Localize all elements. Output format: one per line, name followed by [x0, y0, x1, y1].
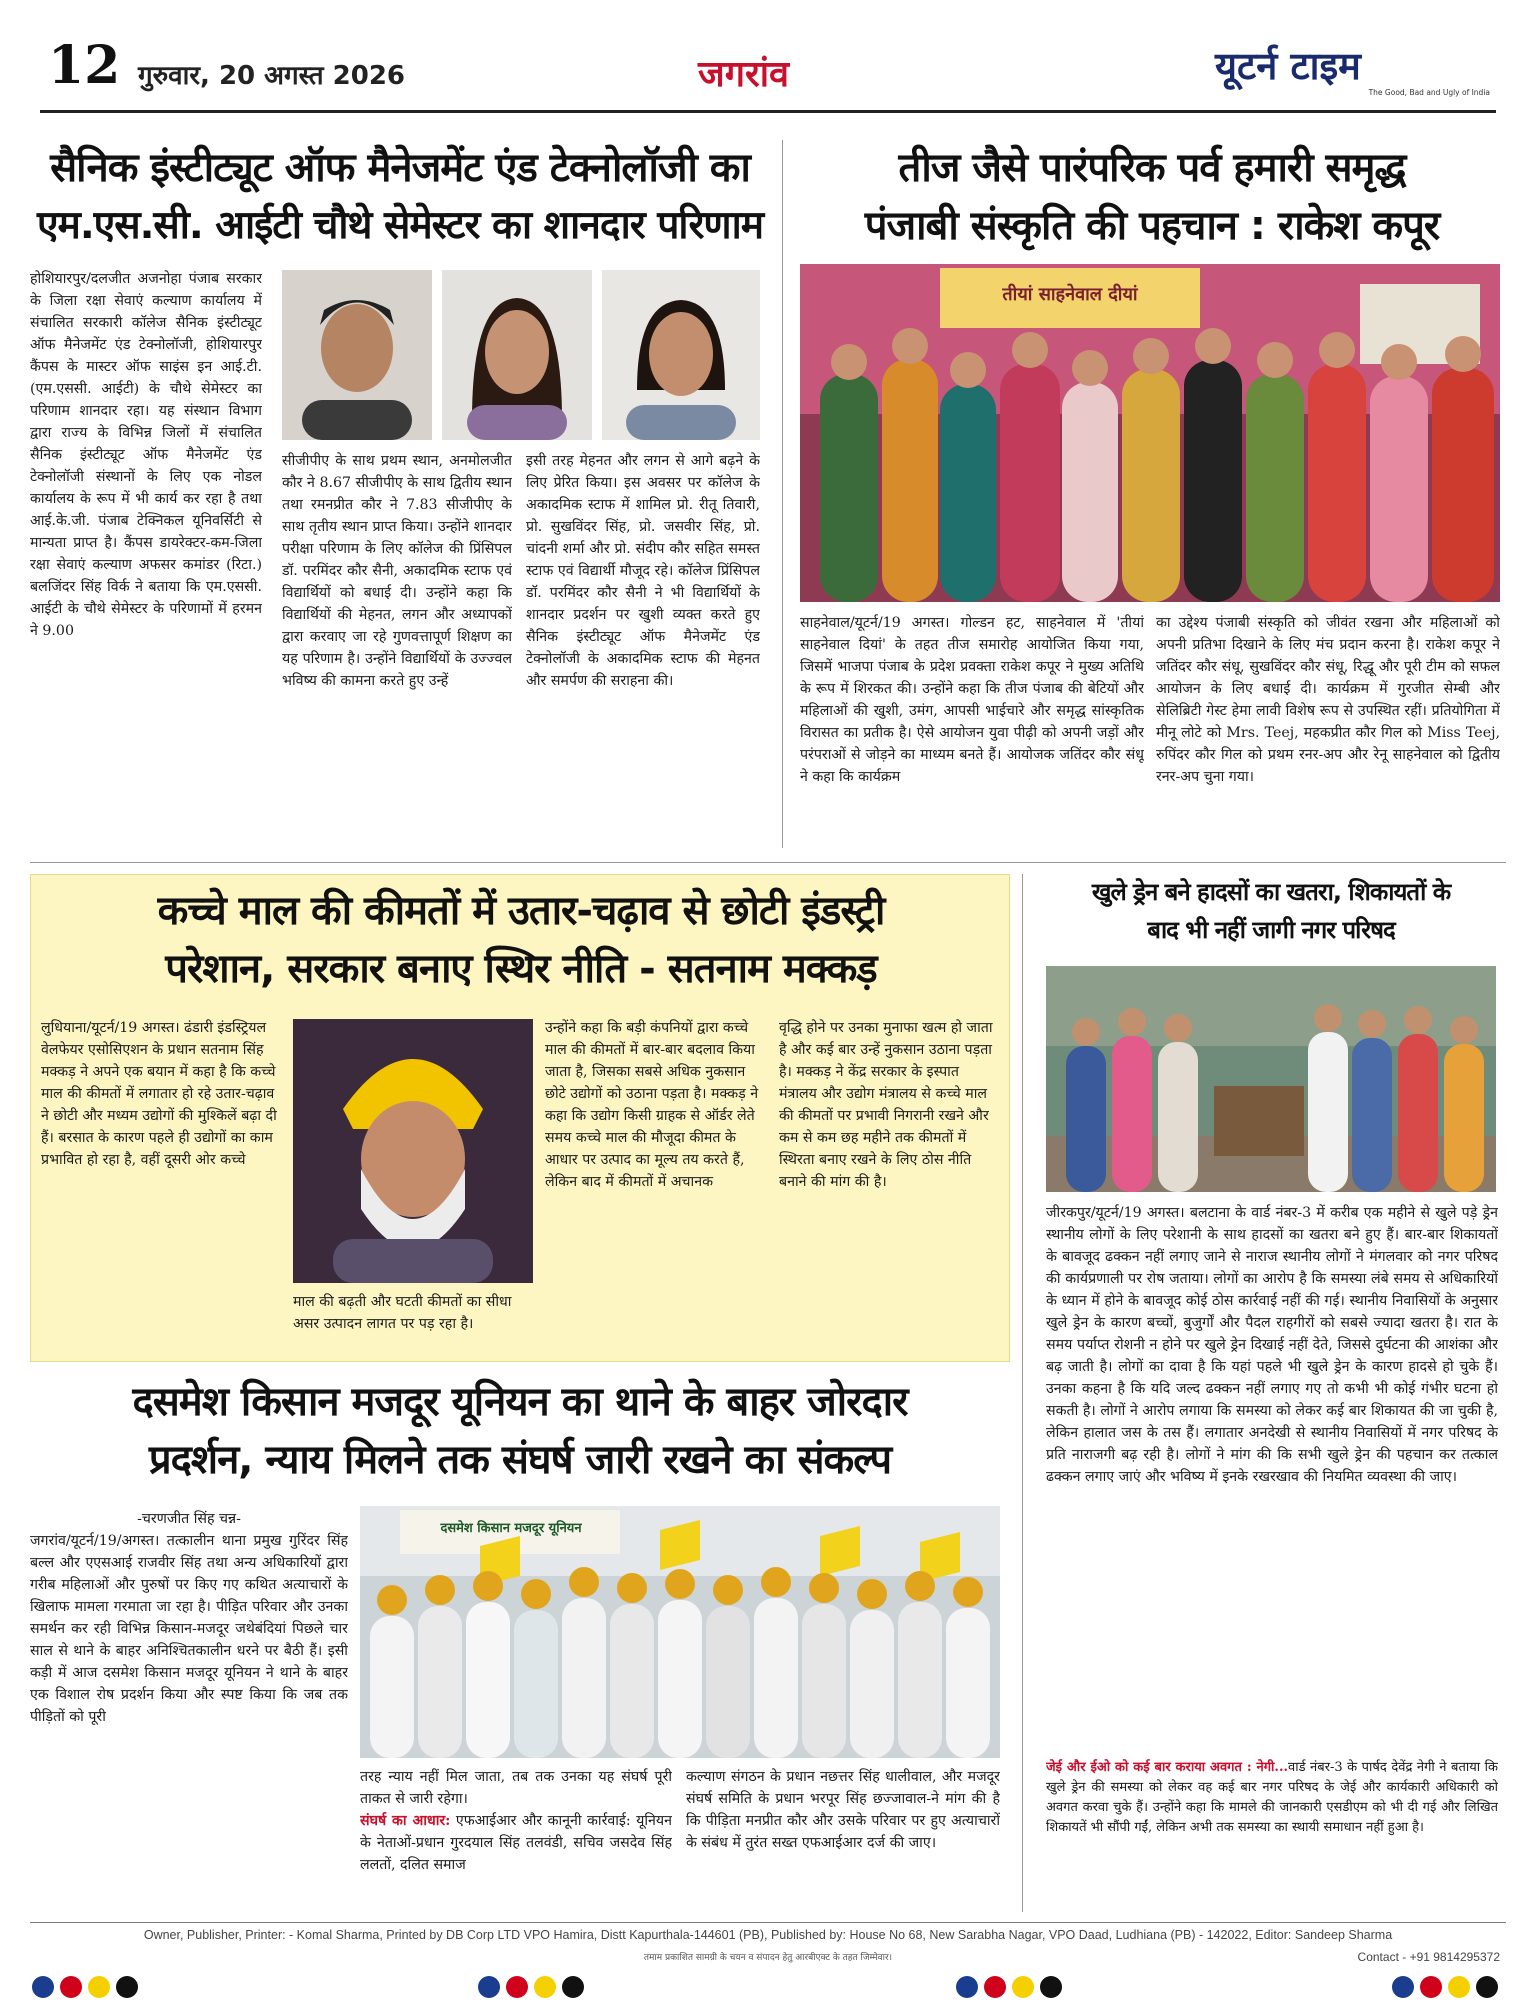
teej-event-photo	[800, 264, 1500, 602]
story3-headline-line1: कच्चे माल की कीमतों में उतार-चढ़ाव से छोटी इंडस्ट्री	[157, 888, 885, 934]
registration-dot	[956, 1976, 978, 1998]
registration-dot	[1040, 1976, 1062, 1998]
footer-disclaimer: तमाम प्रकाशित सामग्री के चयन व संपादन हेतु आरबीएक्ट के तहत जिम्मेवार।	[643, 1953, 893, 1963]
union-banner-text: दसमेश किसान मजदूर यूनियन	[440, 1521, 582, 1536]
registration-marks-left	[32, 1976, 138, 1998]
registration-dot	[506, 1976, 528, 1998]
story2-headline-line1: तीज जैसे पारंपरिक पर्व हमारी समृद्ध	[898, 145, 1406, 191]
masthead-rule	[40, 110, 1496, 113]
story3-column-4: वृद्धि होने पर उनका मुनाफा खत्म हो जाता है और कई बार उन्हें नुकसान उठाना पड़ता है। मक्कड़ ने केंद्र सरकार के इस्पात मंत्रालय और उद्योग मंत्रालय से कच्चे माल की कीमतों पर प्रभावी निगरानी रखने और कम से कम छह महीने तक कीमतों में स्थिरता बनाए रखने के लिए ठोस नीति बनाने की मांग की है।	[779, 1020, 993, 1190]
column-separator-bottom	[1022, 874, 1023, 1912]
story5-headline-line2: प्रदर्शन, न्याय मिलने तक संघर्ष जारी रखने का संकल्प	[148, 1437, 892, 1483]
story5-column-1: जगरांव/यूटर्न/19/अगस्त। तत्कालीन थाना प्रमुख गुरिंदर सिंह बल्ल और एएसआई राजवीर सिंह तथा अन्य अधिकारियों द्वारा गरीब महिलाओं और पुरुषों पर किए गए कथित अत्याचारों के खिलाफ मामला गरमाता जा रहा है। पीड़ित परिवार और उनका समर्थन कर रही विभिन्न किसान-मजदूर जथेबंदियां पिछले चार साल से थाने के बाहर अनिश्चितकालीन धरने पर बैठी हैं। इसी कड़ी में आज दसमेश किसान मजदूर यूनियन ने थाने के बाहर एक विशाल रोष प्रदर्शन किया और स्पष्ट किया कि जब तक पीड़ितों को पूरी	[30, 1533, 348, 1725]
story2-column-2: का उद्देश्य पंजाबी संस्कृति को जीवंत रखना और महिलाओं को अपनी प्रतिभा दिखाने के लिए मंच प्रदान करना है। राकेश कपूर ने जतिंदर कौर संधू, सुखविंदर कौर संधू, रिद्धू और पूरी टीम को सफल आयोजन के लिए बधाई दी। कार्यक्रम में गुरजीत सेम्बी और सेलिब्रिटी गेस्ट हेमा लावी विशेष रूप से उपस्थित रहीं। प्रतियोगिता में मीनू लोटे को Mrs. Teej, महकप्रीत कौर गिल को Miss Teej, रुपिंदर कौर गिल को प्रथम रनर-अप और रेनू साहनेवाल को द्वितीय रनर-अप चुना गया।	[1156, 615, 1500, 785]
story2-headline-line2: पंजाबी संस्कृति की पहचान : राकेश कपूर	[864, 203, 1440, 249]
story3-photo-caption: माल की बढ़ती और घटती कीमतों का सीधा असर उत्पादन लागत पर पड़ रहा है।	[293, 1294, 512, 1332]
story1-column-3: इसी तरह मेहनत और लगन से आगे बढ़ने के लिए प्रेरित किया। इस अवसर पर कॉलेज के अकादमिक स्टाफ में शामिल प्रो. रीतू तिवारी, प्रो. सुखविंदर सिंह, प्रो. जसवीर सिंह, प्रो. चांदनी शर्मा और प्रो. संदीप कौर सहित समस्त स्टाफ एवं विद्यार्थी मौजूद रहे। कॉलेज प्रिंसिपल डॉ. परमिंदर कौर सैनी ने भी विद्यार्थियों के शानदार प्रदर्शन पर खुशी व्यक्त करते हुए सैनिक इंस्टीट्यूट ऑफ मैनेजमेंट एंड टेक्नोलॉजी के अकादमिक स्टाफ की मेहनत और समर्पण की सराहना की।	[526, 453, 760, 689]
story3-column-1: लुधियाना/यूटर्न/19 अगस्त। ढंडारी इंडस्ट्रियल वेलफेयर एसोसिएशन के प्रधान सतनाम सिंह मक्कड़ ने अपने एक बयान में कहा है कि कच्चे माल की कीमतों में लगातार हो रहे उतार-चढ़ाव ने छोटी और मध्यम उद्योगों की मुश्किलें बढ़ा दी हैं। बरसात के कारण पहले ही उद्योगों का काम प्रभावित हो रहा है, वहीं दूसरी ओर कच्चे	[41, 1020, 277, 1168]
column-separator-top	[782, 140, 783, 848]
student-photo-1	[282, 270, 432, 440]
registration-dot	[562, 1976, 584, 1998]
story5-headline-line1: दसमेश किसान मजदूर यूनियन का थाने के बाहर जोरदार	[132, 1379, 908, 1425]
drain-protest-photo	[1046, 966, 1496, 1192]
story3-column-3: उन्होंने कहा कि बड़ी कंपनियों द्वारा कच्चे माल की कीमतों में बार-बार बदलाव किया जाता है, जिसका सबसे अधिक नुकसान छोटे उद्योगों को उठाना पड़ता है। मक्कड़ ने कहा कि उद्योग किसी ग्राहक से ऑर्डर लेते समय कच्चे माल की मौजूदा कीमत के आधार पर उत्पाद का मूल्य तय करते हैं, लेकिन बाद में कीमतों में अचानक	[545, 1020, 759, 1190]
story5-column-2	[360, 1766, 672, 1910]
story-dasmesh-union-protest	[30, 1374, 1010, 1914]
story4-headline-line2: बाद भी नहीं जागी नगर परिषद	[1147, 916, 1395, 944]
registration-dot	[32, 1976, 54, 1998]
registration-dot	[534, 1976, 556, 1998]
registration-dot	[1392, 1976, 1414, 1998]
story5-col2-part-a: तरह न्याय नहीं मिल जाता, तब तक उनका यह संघर्ष पूरी ताकत से जारी रहेगा।	[360, 1769, 672, 1807]
satnam-makkar-portrait	[293, 1019, 533, 1283]
registration-dot	[88, 1976, 110, 1998]
student-photo-3	[602, 270, 760, 440]
story-raw-material-prices	[30, 874, 1010, 1362]
registration-dot	[984, 1976, 1006, 1998]
story5-col2-lead: संघर्ष का आधार:	[360, 1813, 451, 1829]
registration-marks-right	[1392, 1976, 1498, 1998]
registration-dot	[1012, 1976, 1034, 1998]
story1-column-1: होशियारपुर/दलजीत अजनोहा पंजाब सरकार के जिला रक्षा सेवाएं कल्याण कार्यालय में संचालित सरकारी कॉलेज सैनिक इंस्टीट्यूट ऑफ मैनेजमेंट एंड टेक्नोलॉजी, होशियारपुर कैंपस के मास्टर ऑफ साइंस इन आई.टी. (एम.एससी. आईटी) के चौथे सेमेस्टर का परिणाम शानदार रहा। यह संस्थान विभाग द्वारा राज्य के विभिन्न जिलों में संचालित सैनिक इंस्टीट्यूट ऑफ मैनेजमेंट एंड टेक्नोलॉजी संस्थानों के लिए एक नोडल कार्यालय के रूप में भी कार्य कर रहा है तथा आई.के.जी. पंजाब टेक्निकल यूनिवर्सिटी से मान्यता प्राप्त है। कैंपस डायरेक्टर-कम-जिला रक्षा सेवाएं कल्याण अफसर कमांडर (रिटा.) बलजिंदर सिंह विर्क ने बताया कि एम.एससी. आईटी के चौथे सेमेस्टर के परिणामों में हरमन ने 9.00	[30, 271, 262, 639]
student-photo-2	[442, 270, 592, 440]
story3-headline-line2: परेशान, सरकार बनाए स्थिर नीति - सतनाम मक्कड़	[165, 946, 877, 992]
teej-banner-text: तीयां साहनेवाल दीयां	[1002, 284, 1138, 305]
registration-dot	[1420, 1976, 1442, 1998]
footer-imprint: Owner, Publisher, Printer: - Komal Sharma, Printed by DB Corp LTD VPO Hamira, Distt Kapurthala-144601 (PB), Published by: House No 68, New Sarabha Nagar, VPO Daad, Ludhiana (PB) - 142022, Editor: Sandeep Sharma	[143, 1928, 1393, 1942]
registration-marks-center-left	[478, 1976, 584, 1998]
story2-column-1: साहनेवाल/यूटर्न/19 अगस्त। गोल्डन हट, साहनेवाल में 'तीयां साहनेवाल दियां' के तहत तीज समारोह आयोजित किया गया, जिसमें भाजपा पंजाब के प्रदेश प्रवक्ता राकेश कपूर ने मुख्य अतिथि के रूप में शिरकत की। उन्होंने कहा कि तीज पंजाब की बेटियों और महिलाओं की खुशी, उमंग, आपसी भाईचारे और समृद्ध सांस्कृतिक विरासत का प्रतीक है। ऐसे आयोजन युवा पीढ़ी को अपनी जड़ों और परंपराओं से जोड़ने का माध्यम बनते हैं। आयोजक जतिंदर कौर संधू ने कहा कि कार्यक्रम	[800, 615, 1144, 785]
story5-column-3: कल्याण संगठन के प्रधान नछत्तर सिंह धालीवाल, और मजदूर संघर्ष समिति के प्रधान भरपूर सिंह छज्जावाल-ने मांग की है कि पीड़िता मनप्रीत कौर और उसके परिवार पर हुए अत्याचारों के संबंध में तुरंत सख्त एफआईआर दर्ज की जाए।	[686, 1769, 1000, 1851]
registration-dot	[1448, 1976, 1470, 1998]
story5-byline: -चरणजीत सिंह चन्न-	[137, 1511, 241, 1527]
story5-col2-part-b: एफआईआर और कानूनी कार्रवाई: यूनियन के नेताओं-प्रधान गुरदयाल सिंह तलवंडी, सचिव जसदेव सिंह ललतों, दलित समाज	[360, 1813, 672, 1873]
story4-sub-body: वार्ड नंबर-3 के पार्षद देवेंद्र नेगी ने बताया कि खुले ड्रेन की समस्या को लेकर वह कई बार नगर परिषद के जेई और कार्यकारी अधिकारी को अवगत करवा चुके हैं। उन्होंने कहा कि मामले की जानकारी एसडीएम को भी दी गई और लिखित शिकायतें भी सौंपी गईं, लेकिन अभी तक समस्या का स्थायी समाधान नहीं हुआ है।	[1046, 1760, 1498, 1835]
story4-sub-lead: जेई और ईओ को कई बार कराया अवगत : नेगी...	[1046, 1760, 1288, 1775]
story4-sub-section	[1046, 1758, 1498, 1908]
story-open-drains	[1036, 874, 1506, 1914]
story4-body: जीरकपुर/यूटर्न/19 अगस्त। बलटाना के वार्ड नंबर-3 में करीब एक महीने से खुले पड़े ड्रेन स्थानीय लोगों के लिए परेशानी के साथ हादसों का खतरा बने हुए हैं। बार-बार शिकायतों के बावजूद ढक्कन नहीं लगाए जाने से नाराज स्थानीय लोगों ने मंगलवार को नगर परिषद की कार्यप्रणाली पर रोष जताया। लोगों का आरोप है कि समस्या लंबे समय से अधिकारियों के ध्यान में होने के बावजूद कोई ठोस कार्रवाई नहीं की गई। स्थानीय निवासियों के अनुसार खुले ड्रेन के कारण बच्चों, बुजुर्गों और पैदल राहगीरों को सबसे ज्यादा खतरा है। रात के समय पर्याप्त रोशनी न होने पर खुले ड्रेन दिखाई नहीं देते, जिससे दुर्घटना की आशंका और बढ़ जाती है। लोगों का दावा है कि यहां पहले भी खुले ड्रेन के कारण हादसे हो चुके हैं। उनका कहना है कि यदि जल्द ढक्कन नहीं लगाए गए तो कभी भी कोई गंभीर घटना हो सकती है। लोगों ने आरोप लगाया कि समस्या को लेकर कई बार शिकायत की जा चुकी है, लेकिन हालात जस के तस हैं। लगातार अनदेखी से स्थानीय निवासियों में नगर परिषद के प्रति नाराजगी बढ़ रही है। लोगों ने मांग की कि सभी खुले ड्रेन की पहचान कर तत्काल ढक्कन लगाए जाएं और भविष्य में इनके रखरखाव की नियमित व्यवस्था की जाए।	[1046, 1205, 1498, 1485]
story-sainik-institute	[30, 140, 770, 848]
story1-column-2: सीजीपीए के साथ प्रथम स्थान, अनमोलजीत कौर ने 8.67 सीजीपीए के साथ द्वितीय स्थान तथा रमनप्रीत कौर ने 7.83 सीजीपीए के साथ तृतीय स्थान प्राप्त किया। उन्होंने शानदार परीक्षा परिणाम के लिए कॉलेज की प्रिंसिपल डॉ. परमिंदर कौर सैनी, अकादमिक स्टाफ एवं विद्यार्थियों को बधाई दी। उन्होंने कहा कि विद्यार्थियों की मेहनत, लगन और अध्यापकों द्वारा करवाए जा रहे गुणवत्तापूर्ण शिक्षण का यह परिणाम है। उन्होंने विद्यार्थियों के उज्ज्वल भविष्य की कामना करते हुए उन्हें	[282, 453, 512, 689]
issue-date: गुरुवार, 20 अगस्त 2026	[138, 61, 406, 91]
page-number: 12	[48, 35, 121, 96]
registration-dot	[60, 1976, 82, 1998]
story1-headline-line1: सैनिक इंस्टीट्यूट ऑफ मैनेजमेंट एंड टेक्नोलॉजी का	[50, 145, 750, 191]
registration-dot	[478, 1976, 500, 1998]
story4-headline-line1: खुले ड्रेन बने हादसों का खतरा, शिकायतों के	[1091, 878, 1451, 906]
brand-logo	[1215, 44, 1490, 102]
section-separator-1	[30, 862, 1506, 863]
registration-dot	[1476, 1976, 1498, 1998]
story-teej-festival	[800, 140, 1504, 848]
union-protest-photo	[360, 1506, 1000, 1758]
registration-dot	[116, 1976, 138, 1998]
registration-marks-center-right	[956, 1976, 1062, 1998]
story1-headline-line2: एम.एस.सी. आईटी चौथे सेमेस्टर का शानदार परिणाम	[36, 203, 764, 248]
masthead	[0, 0, 1536, 120]
section-title: जगरांव	[698, 54, 790, 95]
footer-contact: Contact - +91 9814295372	[1357, 1950, 1500, 1964]
footer-rule	[30, 1922, 1506, 1923]
brand-name: यूटर्न टाइम	[1215, 44, 1361, 88]
brand-tagline: The Good, Bad and Ugly of India	[1368, 88, 1490, 97]
